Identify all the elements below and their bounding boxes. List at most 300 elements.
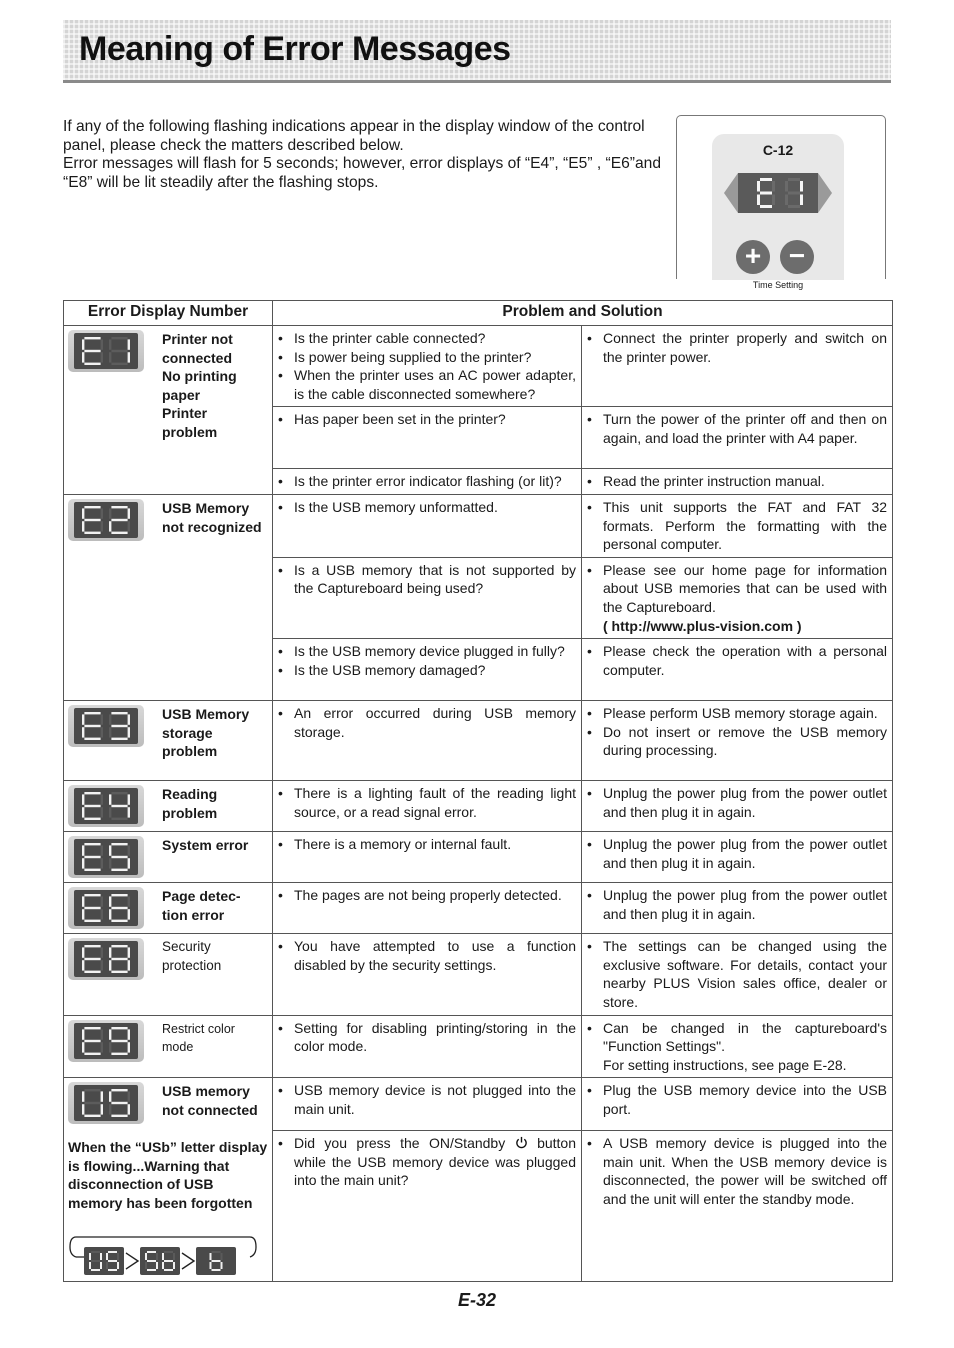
segment <box>128 795 130 805</box>
bullet-text: This unit supports the FAT and FAT 32 formats. Perform the formatting with the personal computer. <box>603 498 888 553</box>
segment <box>221 1253 223 1260</box>
segment <box>164 1269 173 1271</box>
segment <box>210 1253 212 1260</box>
bullet-item <box>278 1081 576 1118</box>
segment <box>128 897 130 907</box>
segment <box>760 192 772 195</box>
page-title: Meaning of Error Messages <box>79 30 511 68</box>
segment <box>757 195 760 206</box>
description-line: paper <box>162 386 201 403</box>
bullet-item <box>587 886 887 923</box>
segment <box>101 352 103 362</box>
bullet-dot: • <box>278 330 283 346</box>
bullet-item <box>278 410 576 429</box>
intro-paragraph-2: Error messages will flash for 5 seconds; however, error displays of “E4”, “E5” , “E6”and “E8” will be lit steadily after the flashing stops. <box>63 155 661 191</box>
segment <box>785 195 788 206</box>
lcd-display <box>68 705 144 747</box>
bullet-item <box>587 784 887 821</box>
solution-cell <box>582 326 893 407</box>
sequence-box <box>140 1247 180 1275</box>
segment <box>109 1042 111 1052</box>
description-line: USB Memory <box>162 706 250 723</box>
segment <box>173 1262 175 1269</box>
segment <box>84 1115 100 1117</box>
bullet-dot: • <box>587 473 592 490</box>
segment <box>111 843 127 845</box>
lcd-display <box>68 785 144 827</box>
solution-cell <box>582 934 893 1015</box>
segment <box>84 958 100 960</box>
segment <box>772 195 775 206</box>
description-line: problem <box>162 804 218 821</box>
description-line: connected <box>162 349 233 366</box>
lcd-digits <box>74 890 138 926</box>
bullet-dot: • <box>587 705 592 722</box>
description-line: storage <box>162 724 213 741</box>
bullet-text: Has paper been set in the printer? <box>294 411 506 428</box>
segment <box>101 948 103 958</box>
bullet-dot: • <box>278 643 283 660</box>
segment <box>91 1269 100 1271</box>
segment <box>101 795 103 805</box>
segment <box>82 352 84 362</box>
homepage-link[interactable]: ( http://www.plus-vision.com ) <box>603 617 802 634</box>
segment <box>111 971 127 973</box>
description-line: Printer <box>162 405 208 422</box>
segment <box>162 1253 164 1260</box>
lcd-display <box>68 938 144 980</box>
segment <box>128 858 130 868</box>
segment <box>111 725 127 727</box>
segment <box>128 1104 130 1114</box>
problem-text-before: Did you press the ON/Standby <box>294 1135 506 1152</box>
problem-cell <box>273 407 582 469</box>
segment <box>111 1039 127 1041</box>
segment <box>111 506 127 508</box>
segment <box>84 738 100 740</box>
segment <box>101 858 103 868</box>
segment <box>109 795 111 805</box>
error-code-cell <box>64 1015 273 1078</box>
segment <box>84 1089 100 1091</box>
bullet-dot: • <box>587 1135 592 1152</box>
solution-cell <box>582 781 893 832</box>
bullet-dot: • <box>587 330 592 346</box>
usb-flow-digits <box>84 1247 236 1275</box>
title-banner <box>63 20 891 83</box>
bullet-text: Do not insert or remove the USB memory during processing. <box>603 723 888 759</box>
solution-cell <box>582 1131 893 1281</box>
problem-cell <box>273 832 582 883</box>
segment <box>109 352 111 362</box>
segment <box>84 843 100 845</box>
segment <box>101 1029 103 1039</box>
problem-bullet <box>278 1134 576 1190</box>
solution-cell <box>582 557 893 638</box>
solution-list <box>587 561 887 617</box>
bullet-dot: • <box>278 473 283 490</box>
segment <box>84 506 100 508</box>
solution-list <box>587 1019 887 1056</box>
bullet-text: There is a lighting fault of the reading light source, or a read signal error. <box>294 785 576 820</box>
segment <box>82 715 84 725</box>
power-icon <box>515 1136 528 1149</box>
segment <box>111 1115 127 1117</box>
segment <box>109 508 111 518</box>
segment <box>128 948 130 958</box>
bullet-text: The settings can be changed using the exclusive software. For details, contact your nearby PLUS Vision sales office, dealer or store. <box>603 938 888 1010</box>
control-panel-face <box>712 134 844 290</box>
segment <box>91 1251 100 1253</box>
bullet-text: Please check the operation with a personal computer. <box>603 643 888 678</box>
table-header-row <box>64 301 893 326</box>
lcd-display <box>68 499 144 541</box>
segment <box>82 1104 84 1114</box>
bullet-item <box>587 561 887 617</box>
bullet-text: Unplug the power plug from the power outlet and then plug it in again. <box>603 785 888 820</box>
header-error-display-number: Error Display Number <box>64 301 273 326</box>
bullet-dot: • <box>278 938 283 955</box>
segment <box>156 1253 158 1260</box>
bullet-dot: • <box>278 661 283 678</box>
sequence-box <box>84 1247 124 1275</box>
segment <box>785 181 788 192</box>
segment <box>108 1260 117 1262</box>
problem-cell <box>273 469 582 495</box>
table-row <box>64 883 893 934</box>
segment <box>84 818 100 820</box>
bullet-text: Is power being supplied to the printer? <box>294 348 532 365</box>
bullet-item <box>587 1019 887 1056</box>
segment <box>788 205 800 208</box>
segment <box>111 1027 127 1029</box>
segment <box>147 1269 156 1271</box>
segment <box>84 350 100 352</box>
plus-button[interactable]: + <box>736 240 770 274</box>
bullet-text: You have attempted to use a function disabled by the security settings. <box>294 938 576 973</box>
bullet-item <box>587 472 887 491</box>
error-description <box>162 836 248 855</box>
segment <box>82 960 84 970</box>
segment <box>82 508 84 518</box>
bullet-text: Is the printer error indicator flashing (or lit)? <box>294 473 562 490</box>
segment <box>101 727 103 737</box>
segment <box>84 363 100 365</box>
bullet-item <box>587 410 887 447</box>
problem-cell <box>273 1078 582 1131</box>
control-panel-illustration <box>676 115 886 290</box>
lcd-display <box>68 836 144 878</box>
description-line: System error <box>162 837 249 854</box>
problem-cell <box>273 701 582 781</box>
solution-cell <box>582 639 893 701</box>
segment <box>128 1042 130 1052</box>
intro-text <box>63 118 663 192</box>
description-line: Restrict color <box>162 1021 235 1036</box>
bullet-text: A USB memory device is plugged into the main unit. When the USB memory device is disconnected, the power will be switched off and the unit will enter the standby mode. <box>603 1135 888 1208</box>
error-description <box>162 705 249 761</box>
segment <box>111 856 127 858</box>
lcd-digits <box>74 502 138 538</box>
segment <box>82 909 84 919</box>
bullet-item <box>587 835 887 872</box>
segment <box>108 1269 117 1271</box>
lcd-digits <box>74 333 138 369</box>
segment <box>800 195 803 206</box>
bullet-dot: • <box>587 643 592 660</box>
segment <box>212 1269 221 1271</box>
segment <box>128 846 130 856</box>
model-label: C-12 <box>762 142 794 158</box>
segment <box>800 181 803 192</box>
lcd-display <box>68 330 144 372</box>
segment <box>788 192 800 195</box>
bullet-dot: • <box>587 1082 592 1099</box>
segment <box>109 897 111 907</box>
bullet-dot: • <box>587 887 592 904</box>
description-line: USB memory <box>162 1083 250 1100</box>
segment <box>82 1092 84 1102</box>
segment <box>100 1253 102 1260</box>
segment <box>84 1027 100 1029</box>
segment <box>109 1104 111 1114</box>
error-description <box>162 1020 235 1057</box>
segment <box>111 363 127 365</box>
segment <box>84 1039 100 1041</box>
segment <box>84 869 100 871</box>
segment <box>101 960 103 970</box>
usb-flow-sequence <box>68 1233 258 1277</box>
segment <box>109 909 111 919</box>
problem-cell <box>273 934 582 1015</box>
lcd-display <box>68 887 144 929</box>
error-table <box>63 300 893 1282</box>
segment <box>84 725 100 727</box>
bullet-text: Unplug the power plug from the power outlet and then plug it in again. <box>603 836 888 871</box>
segment <box>772 181 775 192</box>
description-line: tion error <box>162 906 225 923</box>
lcd-digits <box>74 788 138 824</box>
solution-cell <box>582 701 893 781</box>
lcd-display <box>68 1082 144 1124</box>
segment <box>84 856 100 858</box>
segment <box>84 519 100 521</box>
segment <box>106 1253 108 1260</box>
minus-button[interactable]: − <box>780 240 814 274</box>
problem-cell <box>273 1015 582 1078</box>
bullet-item <box>587 1081 887 1118</box>
bullet-dot: • <box>278 785 283 802</box>
segment <box>111 907 127 909</box>
bullet-dot: • <box>278 705 283 722</box>
segment <box>82 858 84 868</box>
segment <box>84 1052 100 1054</box>
error-code-cell <box>64 781 273 832</box>
segment <box>84 805 100 807</box>
segment <box>117 1262 119 1269</box>
segment <box>111 920 127 922</box>
segment <box>89 1262 91 1269</box>
lcd-digits <box>74 1085 138 1121</box>
bullet-item <box>587 498 887 554</box>
bullet-dot: • <box>278 498 283 515</box>
solution-cell <box>582 1015 893 1078</box>
segment <box>221 1262 223 1269</box>
segment <box>111 350 127 352</box>
problem-text-after: button while the USB memory device was plugged into the main unit? <box>294 1135 576 1189</box>
description-line: Reading <box>162 786 218 803</box>
solution-note: For setting instructions, see page E-28. <box>603 1056 847 1073</box>
time-setting-label: Time Setting <box>752 280 804 290</box>
segment <box>84 945 100 947</box>
description-line: Printer not <box>162 331 233 347</box>
table-row <box>64 1078 893 1131</box>
segment <box>111 894 127 896</box>
bullet-text: Please perform USB memory storage again. <box>603 705 878 722</box>
solution-cell <box>582 832 893 883</box>
error-code-cell <box>64 934 273 1015</box>
segment <box>111 805 127 807</box>
segment <box>212 1260 221 1262</box>
bullet-dot: • <box>587 561 592 578</box>
segment <box>82 846 84 856</box>
bullet-item <box>587 642 887 679</box>
segment <box>111 337 127 339</box>
segment <box>101 909 103 919</box>
bullet-text: USB memory device is not plugged into the main unit. <box>294 1082 576 1117</box>
segment <box>100 1262 102 1269</box>
bullet-text: The pages are not being properly detected. <box>294 887 562 904</box>
segment <box>84 337 100 339</box>
segment <box>111 1052 127 1054</box>
segment <box>82 807 84 817</box>
segment <box>210 1262 212 1269</box>
error-code-cell <box>64 883 273 934</box>
bullet-item <box>278 642 576 661</box>
bullet-item <box>278 498 576 517</box>
bullet-item <box>278 661 576 680</box>
error-description <box>162 887 241 924</box>
bullet-item <box>278 835 576 854</box>
bullet-text: There is a memory or internal fault. <box>294 836 512 853</box>
bullet-text: Turn the power of the printer off and then on again, and load the printer with A4 paper. <box>603 411 888 446</box>
bullet-item <box>278 366 576 403</box>
bullet-text: Can be changed in the captureboard's "Function Settings". <box>603 1019 888 1055</box>
bullet-dot: • <box>278 1082 283 1099</box>
segment <box>128 715 130 725</box>
bullet-text: Read the printer instruction manual. <box>603 473 825 490</box>
segment <box>84 792 100 794</box>
segment <box>109 960 111 970</box>
description-line: Security <box>162 939 211 955</box>
bullet-text: Please see our home page for information about USB memories that can be used with the Captureboard. <box>603 561 888 615</box>
bullet-text: Connect the printer properly and switch on the printer power. <box>603 330 888 365</box>
segment <box>106 1262 108 1269</box>
panel-display-graphic <box>724 168 832 218</box>
usb-flow-graphic <box>68 1233 258 1277</box>
segment <box>101 1104 103 1114</box>
segment <box>108 1251 117 1253</box>
segment <box>84 971 100 973</box>
bullet-item <box>278 561 576 598</box>
bullet-text: Is a USB memory that is not supported by the Captureboard being used? <box>294 561 576 597</box>
problem-cell <box>273 557 582 638</box>
segment <box>109 846 111 856</box>
segment <box>109 1092 111 1102</box>
segment <box>109 727 111 737</box>
segment <box>101 521 103 531</box>
segment <box>101 807 103 817</box>
page-number: E-32 <box>457 1290 497 1310</box>
segment <box>101 339 103 349</box>
segment <box>128 1092 130 1102</box>
bullet-text: Setting for disabling printing/storing in the color mode. <box>294 1019 576 1055</box>
bullet-dot: • <box>587 938 592 955</box>
segment <box>109 521 111 531</box>
bullet-dot: • <box>278 561 283 578</box>
bullet-dot: • <box>278 367 283 384</box>
segment <box>84 920 100 922</box>
segment <box>145 1253 147 1260</box>
bullet-item <box>587 937 887 1011</box>
segment <box>760 205 772 208</box>
bullet-item <box>278 704 576 741</box>
bullet-item <box>587 329 887 366</box>
lcd-digits <box>74 839 138 875</box>
table-row <box>64 934 893 1015</box>
error-code-cell <box>64 1078 273 1281</box>
problem-text <box>294 1134 576 1190</box>
segment <box>128 1029 130 1039</box>
segment <box>82 521 84 531</box>
segment <box>84 907 100 909</box>
segment <box>82 948 84 958</box>
intro-paragraph-1: If any of the following flashing indications appear in the display window of the control panel, please check the matters described below. <box>63 118 645 154</box>
solution-cell <box>582 1078 893 1131</box>
description-line: not connected <box>162 1101 258 1118</box>
error-code-cell <box>64 326 273 495</box>
segment <box>117 1253 119 1260</box>
description-line: mode <box>162 1040 194 1055</box>
segment <box>111 818 127 820</box>
table-row <box>64 832 893 883</box>
segment <box>162 1262 164 1269</box>
segment <box>164 1251 173 1253</box>
segment <box>111 1089 127 1091</box>
table-row <box>64 701 893 781</box>
segment <box>111 1102 127 1104</box>
segment <box>91 1260 100 1262</box>
bullet-item <box>278 1019 576 1056</box>
bullet-dot: • <box>278 1135 283 1152</box>
segment <box>82 727 84 737</box>
solution-cell <box>582 407 893 469</box>
bullet-dot: • <box>278 411 283 428</box>
problem-cell <box>273 494 582 557</box>
header-problem-and-solution: Problem and Solution <box>273 301 893 326</box>
segment <box>101 508 103 518</box>
problem-cell <box>273 883 582 934</box>
segment <box>82 1029 84 1039</box>
segment <box>84 712 100 714</box>
bullet-text: Unplug the power plug from the power outlet and then plug it in again. <box>603 887 888 922</box>
bullet-text: An error occurred during USB memory storage. <box>294 705 576 740</box>
solution-cell <box>582 494 893 557</box>
bullet-dot: • <box>587 1019 592 1036</box>
error-code-cell <box>64 494 273 700</box>
lcd-digits <box>74 941 138 977</box>
lcd-digits <box>74 708 138 744</box>
